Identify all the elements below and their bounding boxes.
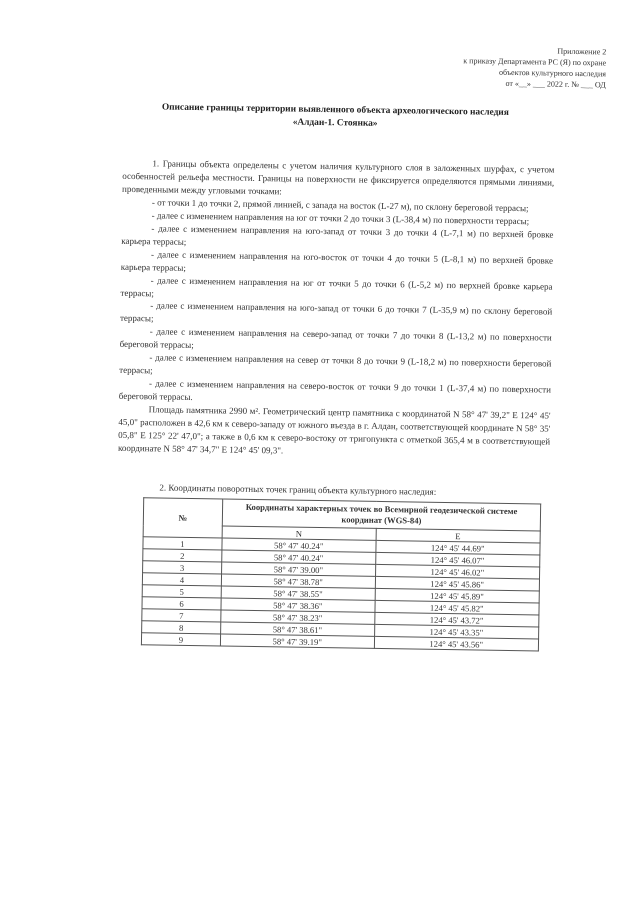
header-coordinates: Координаты характерных точек во Всемирной геодезической системе координат (WGS-84) — [222, 499, 540, 531]
table-intro: 2. Координаты поворотных точек границ объекта культурного наследия: — [159, 482, 437, 497]
cell-e: 124° 45' 43.56" — [374, 636, 539, 651]
cell-num: 5 — [142, 585, 221, 598]
title-line-2: «Алдан-1. Стоянка» — [292, 117, 378, 129]
cell-n: 58° 47' 39.19" — [220, 634, 374, 648]
document-title — [115, 101, 555, 134]
cell-e: 124° 45' 43.35" — [374, 624, 539, 639]
cell-num: 8 — [142, 621, 221, 634]
cell-num: 7 — [142, 609, 221, 622]
cell-n: 58° 47' 40.24" — [222, 550, 376, 564]
paragraph: - далее с изменением направления на северо-восток от точки 9 до точки 1 (L-37,4 м) по поверхности береговой террасы. — [118, 378, 552, 403]
cell-e: 124° 45' 45.86" — [375, 576, 540, 591]
header-e: E — [376, 528, 541, 543]
header-number: № — [143, 498, 223, 538]
cell-e: 124° 45' 45.89" — [375, 588, 540, 603]
cell-e: 124° 45' 45.82" — [374, 600, 539, 615]
paragraph: - далее с изменением направления на юг от точки 5 до точки 6 (L-5,2 м) по верхней бровке карьера террасы; — [120, 274, 553, 298]
appendix-header — [376, 43, 607, 91]
cell-e: 124° 45' 43.72" — [374, 612, 539, 627]
cell-n: 58° 47' 38.36" — [221, 598, 375, 612]
paragraph: - далее с изменением направления на юго-запад от точки 6 до точки 7 (L-35,9 м) по склону береговой террасы; — [119, 300, 553, 324]
paragraph: 1. Границы объекта определены с учетом наличия культурного слоя в заложенных шурфах, с учетом особенностей рельефа местности. Границы на поверхности не фиксируется определяются прямыми линиями, проведенными между угловыми точками: — [122, 158, 555, 197]
cell-e: 124° 45' 46.07" — [375, 552, 540, 567]
cell-e: 124° 45' 44.69" — [375, 540, 540, 555]
cell-num: 4 — [142, 573, 221, 586]
cell-e: 124° 45' 46.02" — [375, 564, 540, 579]
cell-n: 58° 47' 38.61" — [221, 622, 375, 636]
appendix-line-1: Приложение 2 — [557, 46, 607, 57]
cell-num: 6 — [142, 597, 221, 610]
cell-num: 3 — [143, 561, 222, 574]
cell-n: 58° 47' 38.78" — [221, 574, 375, 588]
paragraph: - далее с изменением направления на юг от точки 2 до точки 3 (L-38,4 м) по поверхности террасы; — [151, 210, 530, 227]
cell-num: 2 — [143, 549, 222, 562]
appendix-line-3: объектов культурного наследия — [499, 67, 607, 79]
title-line-1: Описание границы территории выявленного объекта археологического наследия — [161, 102, 509, 118]
appendix-line-2: к приказу Департамента РС (Я) по охране — [463, 56, 607, 68]
paragraph: - далее с изменением направления на юго-восток от точки 4 до точки 5 (L-8,1 м) по верхней бровке карьера террасы; — [120, 248, 554, 273]
paragraph: - далее с изменением направления на север от точки 8 до точки 9 (L-18,2 м) по поверхности береговой террасы; — [119, 352, 552, 376]
cell-num: 1 — [143, 537, 222, 550]
header-n: N — [222, 526, 376, 540]
cell-n: 58° 47' 38.23" — [221, 610, 375, 624]
cell-num: 9 — [141, 633, 220, 646]
paragraph: - далее с изменением направления на северо-запад от точки 7 до точки 8 (L-13,2 м) по поверхности береговой террасы; — [119, 326, 552, 351]
cell-n: 58° 47' 39.00" — [222, 562, 376, 576]
boundary-description — [118, 157, 555, 462]
cell-n: 58° 47' 40.24" — [222, 538, 376, 552]
coordinates-table — [141, 497, 541, 651]
appendix-line-4: от «__» ___ 2022 г. № ___ ОД — [505, 78, 606, 90]
paragraph: - далее с изменением направления на юго-запад от точки 3 до точки 4 (L-7,1 м) по верхней бровке карьера террасы; — [121, 223, 554, 247]
paragraph: - от точки 1 до точки 2, прямой линией, с запада на восток (L-27 м), по склону береговой террасы; — [151, 197, 529, 214]
paragraph: Площадь памятника 2990 м². Геометрический центр памятника с координатой N 58° 47' 39,2" E 124° 45' 45,0" расположен в 42,6 км к северо-западу от южного въезда в г. Алдан, соответствующей координате N 58° 35' 05,8" E 125° 22' 47,0"; а также в 0,6 км к северо-востоку от тригопункта с отметкой 365,4 м в соответствующей координате N 58° 47' 34,7" E 124° 45' 09,3". — [117, 404, 551, 456]
cell-n: 58° 47' 38.55" — [221, 586, 375, 600]
